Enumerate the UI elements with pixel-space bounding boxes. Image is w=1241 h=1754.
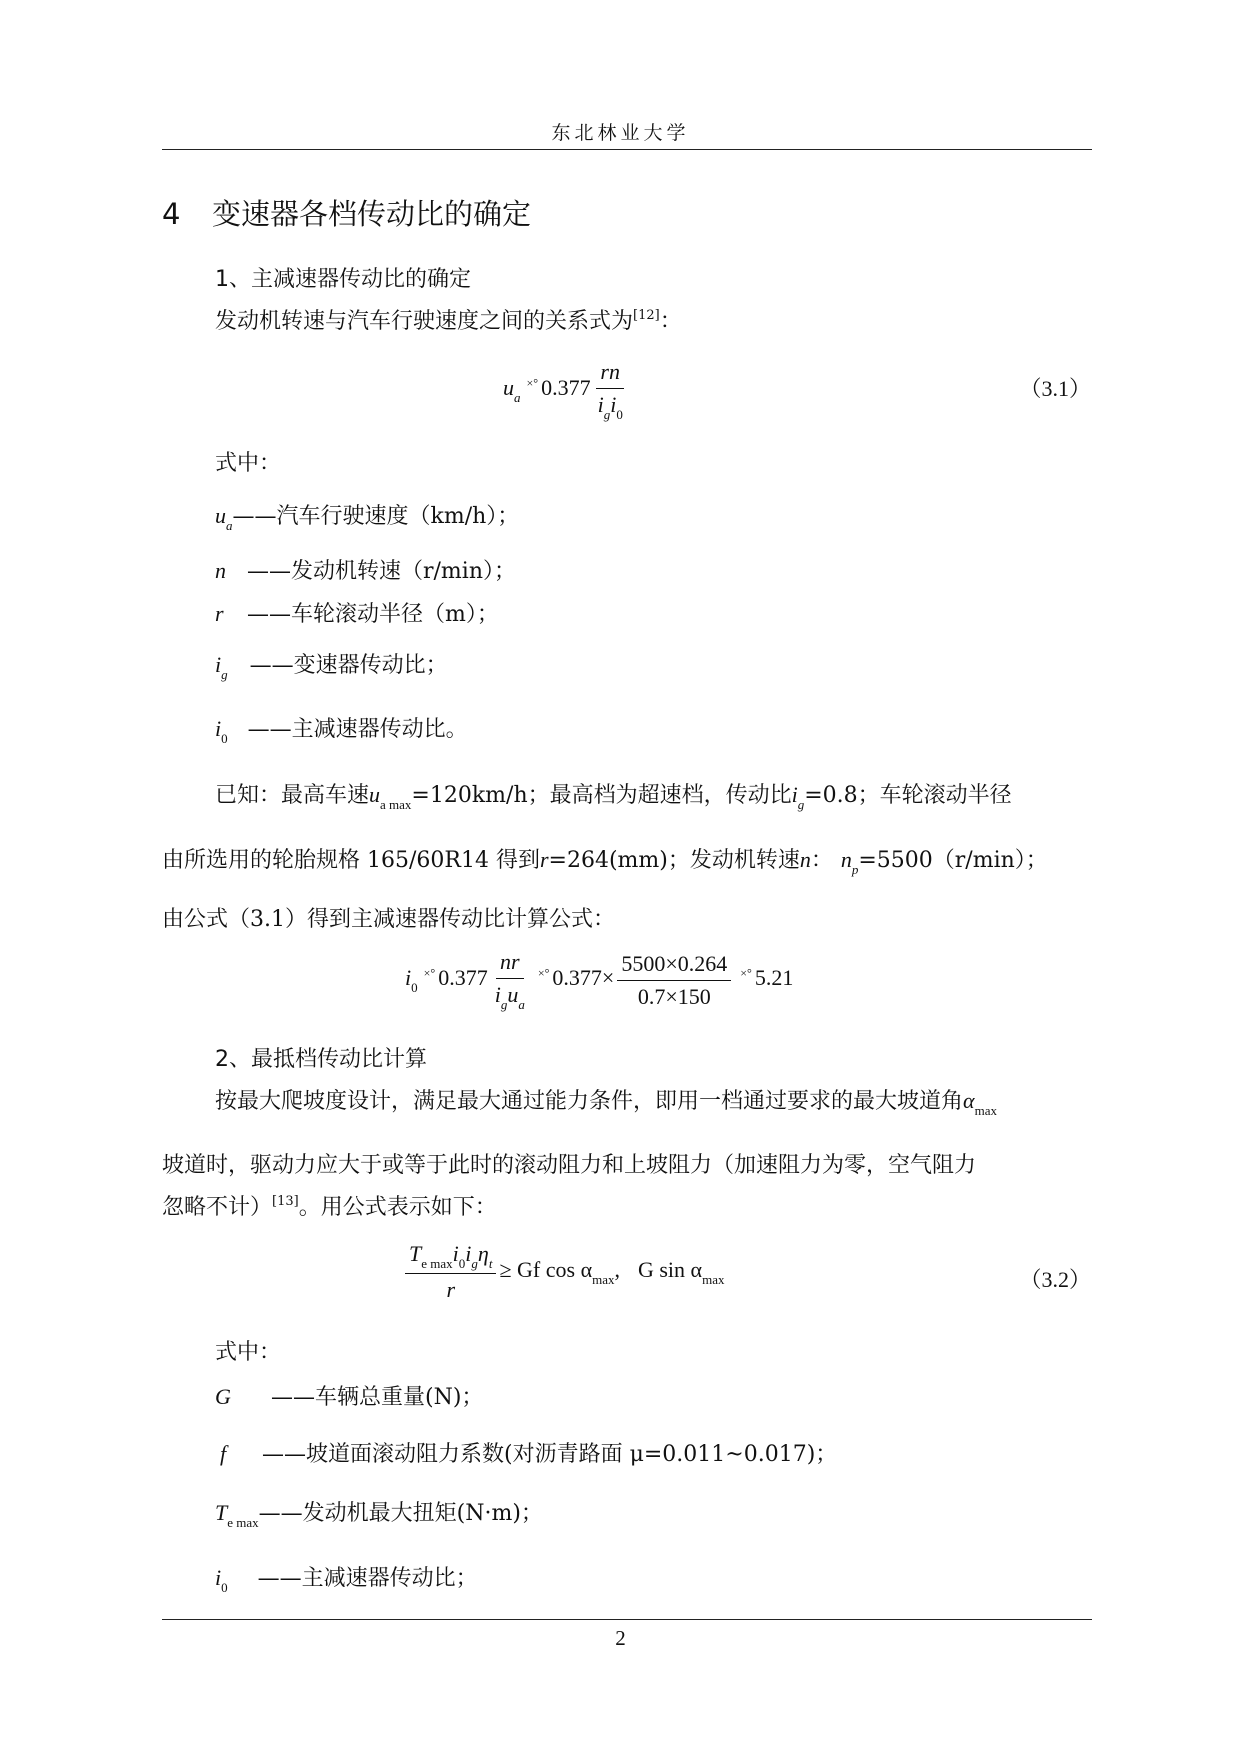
eq3-T: T	[409, 1241, 422, 1266]
def-ig-text: ——变速器传动比；	[249, 653, 448, 678]
eq3-rhs-2-sub: max	[702, 1272, 725, 1288]
def-i0-sub: 0	[221, 731, 228, 746]
def-Temax-sub: e max	[227, 1515, 259, 1530]
eq2-relation-symbol-1: ×°	[423, 966, 436, 981]
eq3-separator: ,	[614, 1257, 620, 1283]
eq3-rhs-1: ≥ Gf cos α	[499, 1257, 593, 1283]
eq2-numerator-1: nr	[496, 948, 524, 979]
known-line2-b: =264(mm)；发动机转速	[548, 848, 800, 873]
def-i0-2-symbol: i	[215, 1565, 222, 1590]
known-line-2	[162, 843, 1048, 877]
def-i0-symbol: i	[215, 716, 222, 741]
def-f	[220, 1437, 837, 1468]
def-ua-sub: a	[226, 518, 233, 533]
known-n-symbol: n	[799, 847, 811, 872]
citation-12: [12]	[633, 308, 660, 323]
eq3-ig: i	[465, 1241, 472, 1266]
eq1-relation-symbol: ×°	[526, 376, 539, 391]
eq2-result: 5.21	[754, 965, 794, 991]
def-i0-2	[215, 1561, 478, 1595]
page-number: 2	[615, 1626, 626, 1650]
eq3-eta: η	[477, 1241, 489, 1266]
def-i0-2-text: ——主减速器传动比；	[257, 1566, 478, 1591]
def-r	[215, 597, 499, 628]
def-i0-2-sub: 0	[221, 1580, 228, 1595]
eq3-rhs-1-sub: max	[592, 1272, 615, 1288]
eq1-denominator	[594, 389, 627, 422]
section-title: 变速器各档传动比的确定	[212, 197, 532, 231]
subsection-2-heading: 2、最抵档传动比计算	[215, 1047, 427, 1072]
def-i0-text: ——主减速器传动比。	[247, 717, 468, 742]
eq2-denominator-2: 0.7×150	[637, 983, 711, 1009]
header-rule	[162, 149, 1092, 150]
eq1-den-a-sub: g	[603, 407, 611, 422]
def-n	[215, 554, 516, 585]
def-G-text: ——车辆总重量(N)；	[271, 1385, 484, 1410]
eq3-ig-sub: g	[471, 1256, 478, 1271]
known-t2: =120km/h；最高档为超速档，传动比	[411, 783, 792, 808]
sub2-alpha-sub: max	[974, 1103, 997, 1118]
eq2-denominator-1	[491, 979, 529, 1012]
sub2-alpha: α	[963, 1088, 975, 1113]
def-Temax-text: ——发动机最大扭矩(N·m)；	[258, 1501, 543, 1526]
where-label-1: 式中：	[215, 451, 282, 476]
eq2-numerator-2: 5500×0.264	[617, 950, 731, 981]
known-line-1	[215, 778, 1012, 812]
sub2-para-line-3	[162, 1190, 497, 1221]
eq2-den-a-sub: g	[500, 997, 508, 1012]
def-ig-symbol: i	[215, 652, 222, 677]
def-ua-symbol: u	[215, 503, 226, 528]
known-line2-d: =5500（r/min）；	[858, 848, 1048, 873]
def-r-symbol: r	[215, 601, 224, 626]
def-Temax-symbol: T	[215, 1500, 228, 1525]
sub2-p3-end: 。用公式表示如下：	[298, 1195, 497, 1220]
known-t3: =0.8；车轮滚动半径	[804, 783, 1012, 808]
known-line2-a: 由所选用的轮胎规格 165/60R14 得到	[162, 848, 540, 873]
footer-rule	[162, 1619, 1092, 1620]
def-n-text: ——发动机转速（r/min）；	[247, 559, 516, 584]
def-f-text: ——坡道面滚动阻力系数(对沥青路面 μ=0.011~0.017)；	[262, 1442, 838, 1467]
sub2-p1: 按最大爬坡度设计，满足最大通过能力条件，即用一档通过要求的最大坡道角	[215, 1089, 964, 1114]
eq1-numerator: rn	[596, 358, 624, 389]
def-G	[215, 1380, 483, 1411]
known-ig-symbol: i	[791, 782, 798, 807]
section-heading	[162, 192, 531, 233]
known-v-symbol: u	[369, 782, 381, 807]
sub2-para-line-1	[215, 1084, 997, 1118]
known-line2-c: ：	[810, 848, 833, 873]
known-t1: 已知：最高车速	[215, 783, 370, 808]
eq2-fraction-1	[491, 948, 529, 1012]
eq2-coefficient: 0.377	[438, 965, 488, 991]
where-label-2: 式中：	[215, 1340, 282, 1365]
eq2-den-a: i	[494, 982, 501, 1007]
sub1-intro-text: 发动机转速与汽车行驶速度之间的关系式为	[215, 309, 634, 334]
equation-3-1	[503, 358, 630, 422]
sub2-para-line-2: 坡道时，驱动力应大于或等于此时的滚动阻力和上坡阻力（加速阻力为零，空气阻力	[162, 1153, 977, 1178]
def-r-text: ——车轮滚动半径（m）；	[247, 602, 499, 627]
eq3-rhs-2: G sin α	[637, 1257, 703, 1283]
eq3-numerator	[405, 1240, 496, 1274]
eq3-i-sub: 0	[458, 1256, 466, 1271]
eq1-lhs-sub: a	[514, 390, 521, 406]
def-i0	[215, 712, 468, 746]
eq2-den-b: u	[507, 982, 519, 1007]
known-np-sub: p	[851, 862, 859, 877]
eq1-den-b-sub: 0	[616, 407, 623, 422]
known-np-symbol: n	[840, 847, 852, 872]
eq2-coefficient-2: 0.377×	[552, 965, 615, 991]
eq2-fraction-2	[617, 950, 731, 1011]
eq2-lhs-sub: 0	[411, 980, 418, 996]
eq3-i: i	[452, 1241, 459, 1266]
eq3-denominator: r	[446, 1277, 455, 1302]
running-header: 东北林业大学	[551, 122, 690, 144]
eq1-fraction	[594, 358, 627, 422]
eq1-lhs: u	[503, 375, 514, 401]
def-ig-sub: g	[221, 667, 228, 682]
known-line-3: 由公式（3.1）得到主减速器传动比计算公式：	[162, 907, 615, 932]
eq2-lhs: i	[405, 965, 412, 991]
equation-number-3-1: （3.1）	[1019, 376, 1091, 401]
def-ua-text: ——汽车行驶速度（km/h）；	[232, 504, 520, 529]
sub2-p3: 忽略不计）	[162, 1195, 273, 1220]
known-ig-sub: g	[797, 797, 805, 812]
equation-i0	[405, 948, 793, 1012]
def-n-symbol: n	[215, 558, 226, 583]
subsection-1-heading: 1、主减速器传动比的确定	[215, 267, 471, 292]
eq1-den-a: i	[597, 392, 604, 417]
def-ig	[215, 648, 448, 682]
eq2-relation-symbol-2: ×°	[537, 966, 550, 981]
eq3-T-sub: e max	[421, 1256, 453, 1271]
eq1-coefficient: 0.377	[541, 375, 591, 401]
sub1-intro-end: ：	[659, 309, 682, 334]
section-number: 4	[162, 197, 181, 231]
def-G-symbol: G	[215, 1384, 231, 1409]
equation-number-3-2: （3.2）	[1019, 1267, 1091, 1292]
def-f-symbol: f	[220, 1441, 227, 1466]
def-ua	[215, 499, 520, 533]
known-v-sub: a max	[380, 797, 412, 812]
equation-3-2	[402, 1240, 724, 1304]
eq3-fraction	[405, 1240, 496, 1304]
eq1-den-b: i	[610, 392, 617, 417]
def-Temax	[215, 1496, 543, 1530]
eq2-relation-symbol-3: ×°	[740, 966, 752, 981]
sub1-intro	[215, 304, 682, 335]
eq3-eta-sub: t	[488, 1256, 493, 1271]
eq2-den-b-sub: a	[518, 997, 525, 1012]
known-r-symbol: r	[539, 847, 549, 872]
citation-13: [13]	[272, 1194, 299, 1209]
